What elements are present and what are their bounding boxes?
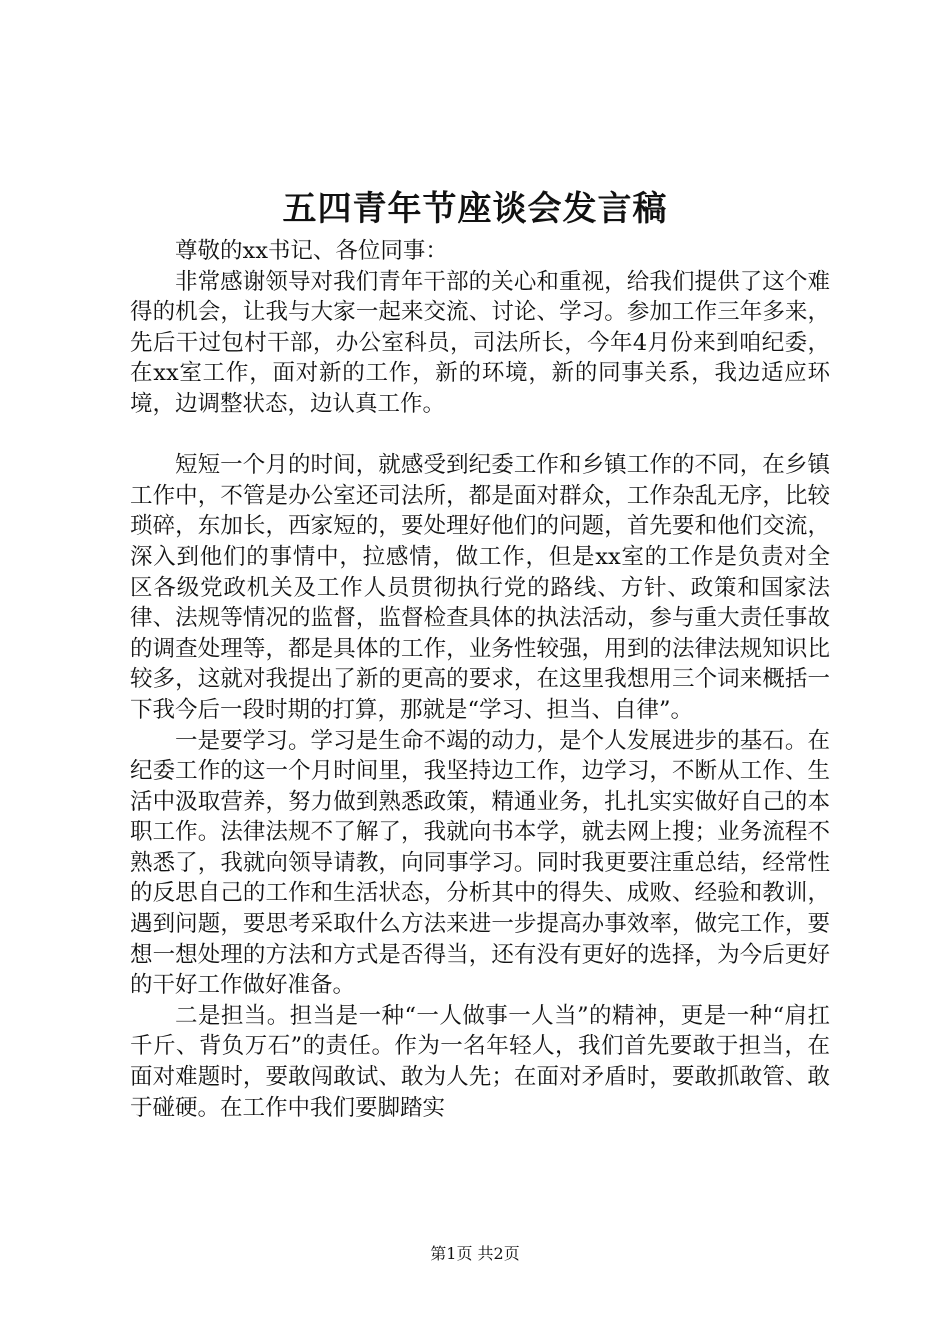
- page-footer: 第1页 共2页: [430, 1244, 520, 1263]
- paragraph-learning: 一是要学习。学习是生命不竭的动力，是个人发展进步的基石。在纪委工作的这一个月时间里，我坚持边工作，边学习，不断从工作、生活中汲取营养，努力做到熟悉政策，精通业务，扎扎实实做好自己的本职工作。法律法规不了解了，我就向书本学，就去网上搜；业务流程不熟悉了，我就向领导请教，向同事学习。同时我更要注重总结，经常性的反思自己的工作和生活状态，分析其中的得失、成败、经验和教训，遇到问题，要思考采取什么方法来进一步提高办事效率，做完工作，要想一想处理的方法和方式是否得当，还有没有更好的选择，为今后更好的干好工作做好准备。: [130, 727, 830, 999]
- paragraph-experience: 短短一个月的时间，就感受到纪委工作和乡镇工作的不同，在乡镇工作中，不管是办公室还司法所，都是面对群众，工作杂乱无序，比较琐碎，东加长，西家短的，要处理好他们的问题，首先要和他们交流，深入到他们的事情中，拉感情，做工作，但是xx室的工作是负责对全区各级党政机关及工作人员贯彻执行党的路线、方针、政策和国家法律、法规等情况的监督，监督检查具体的执法活动，参与重大责任事故的调查处理等，都是具体的工作，业务性较强，用到的法律法规知识比较多，这就对我提出了新的更高的要求，在这里我想用三个词来概括一下我今后一段时期的打算，那就是“学习、担当、自律”。: [130, 452, 830, 723]
- document-title: 五四青年节座谈会发言稿: [282, 189, 668, 229]
- document-body: [130, 236, 830, 1123]
- paragraph-responsibility: 二是担当。担当是一种“一人做事一人当”的精神，更是一种“肩扛千斤、背负万石”的责任。作为一名年轻人，我们首先要敢于担当，在面对难题时，要敢闯敢试、敢为人先；在面对矛盾时，要敢抓敢管、敢于碰硬。在工作中我们要脚踏实: [130, 1002, 830, 1121]
- paragraph-intro: 非常感谢领导对我们青年干部的关心和重视，给我们提供了这个难得的机会，让我与大家一起来交流、讨论、学习。参加工作三年多来，先后干过包村干部，办公室科员，司法所长，今年4月份来到咱纪委，在xx室工作，面对新的工作，新的环境，新的同事关系，我边适应环境，边调整状态，边认真工作。: [130, 268, 830, 417]
- salutation: 尊敬的xx书记、各位同事：: [175, 238, 448, 264]
